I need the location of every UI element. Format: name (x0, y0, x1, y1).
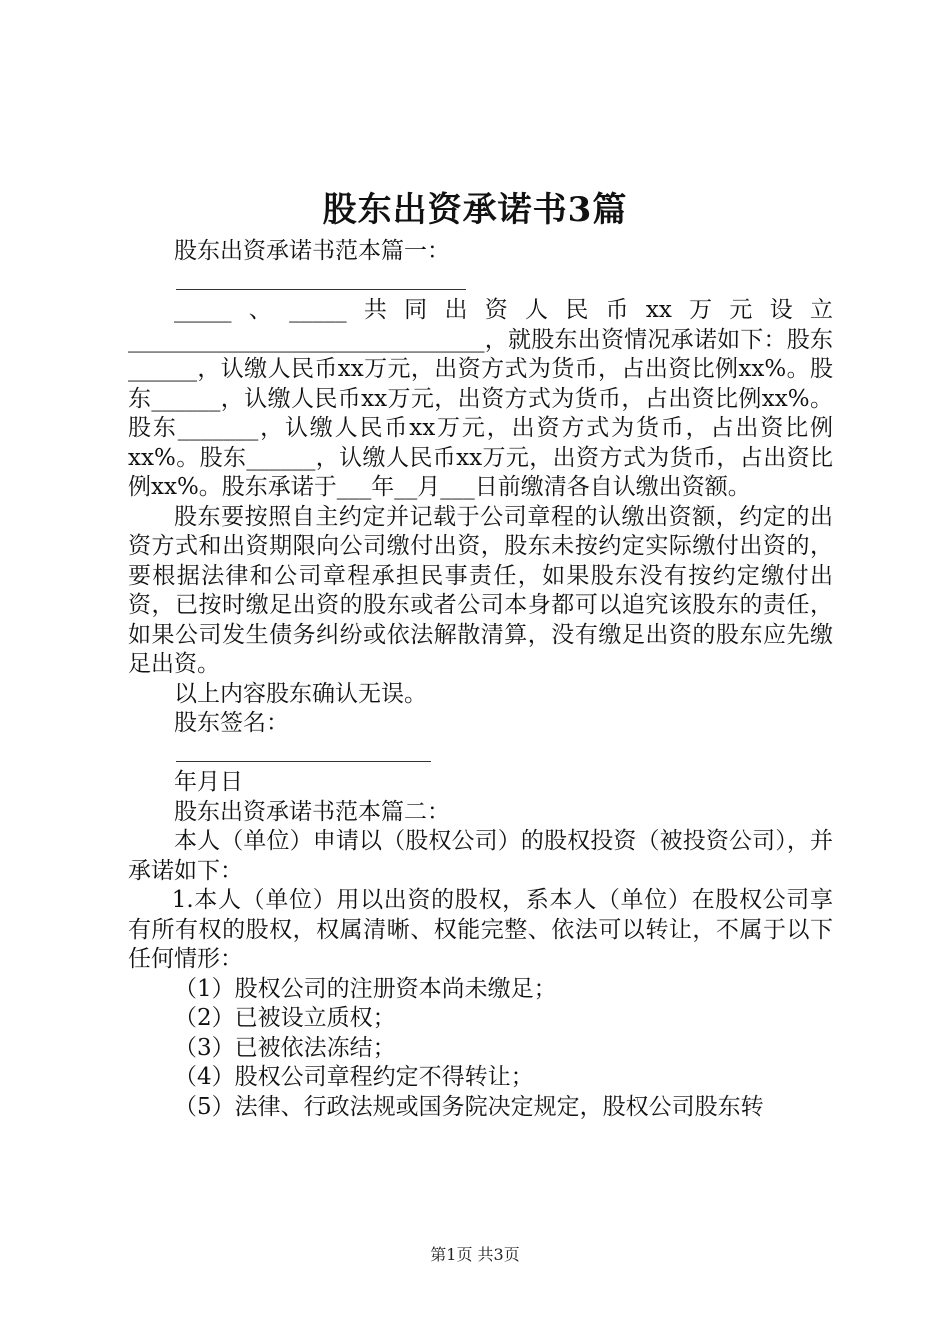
signature-label: 股东签名： (174, 710, 289, 736)
document-title: 股东出资承诺书3篇 (322, 190, 628, 230)
list-item: （3）已被依法冻结； (174, 1034, 396, 1061)
list-item: （2）已被设立质权； (174, 1005, 396, 1031)
blank-line-company (176, 267, 833, 297)
date-line: 年月日 (174, 769, 243, 795)
list-item: （1）股权公司的注册资本尚未缴足； (174, 975, 557, 1002)
signature-line (176, 739, 833, 769)
paragraph-shareholder-obligations: 股东要按照自主约定并记载于公司章程的认缴出资额，约定的出资方式和出资期限向公司缴付出资，股东未按约定实际缴付出资的，要根据法律和公司章程承担民事责任，如果股东没有按约定缴付出资，已按时缴足出资的股东或者公司本身都可以追究该股东的责任，如果公司发生债务纠纷或依法解散清算，没有缴足出资的股东应先缴足出资。 (128, 503, 833, 677)
confirmation-text: 以上内容股东确认无误。 (174, 680, 427, 707)
section2-heading: 股东出资承诺书范本篇二： (174, 798, 450, 825)
paragraph-equity-ownership: 1.本人（单位）用以出资的股权，系本人（单位）在股权公司享有所有权的股权，权属清晰、权能完整、依法可以转让，不属于以下任何情形： (128, 887, 833, 972)
paragraph-equity-investment: 本人（单位）申请以（股权公司）的股权投资（被投资公司），并承诺如下： (128, 828, 833, 884)
page-footer: 第1页 共3页 (430, 1245, 520, 1264)
document-body (128, 237, 833, 1122)
list-item: （5）法律、行政法规或国务院决定规定，股权公司股东转 (174, 1093, 764, 1120)
paragraph-shareholder-contributions: _____、_____共同出资人民币xx万元设立_______________________________，就股东出资情况承诺如下：股东______，认缴人民币xx万元，出资方式为货币，占出资比例xx%。股东______，认缴人民币xx万元，出资方式为货币，占出资比例xx%。股东_______，认缴人民币xx万元，出资方式为货币，占出资比例xx%。股东______，认缴人民币xx万元，出资方式为货币，占出资比例xx%。股东承诺于___年__月___日前缴清各自认缴出资额。 (128, 297, 833, 500)
section1-heading: 股东出资承诺书范本篇一： (174, 238, 450, 264)
list-item: （4）股权公司章程约定不得转让； (174, 1064, 534, 1090)
